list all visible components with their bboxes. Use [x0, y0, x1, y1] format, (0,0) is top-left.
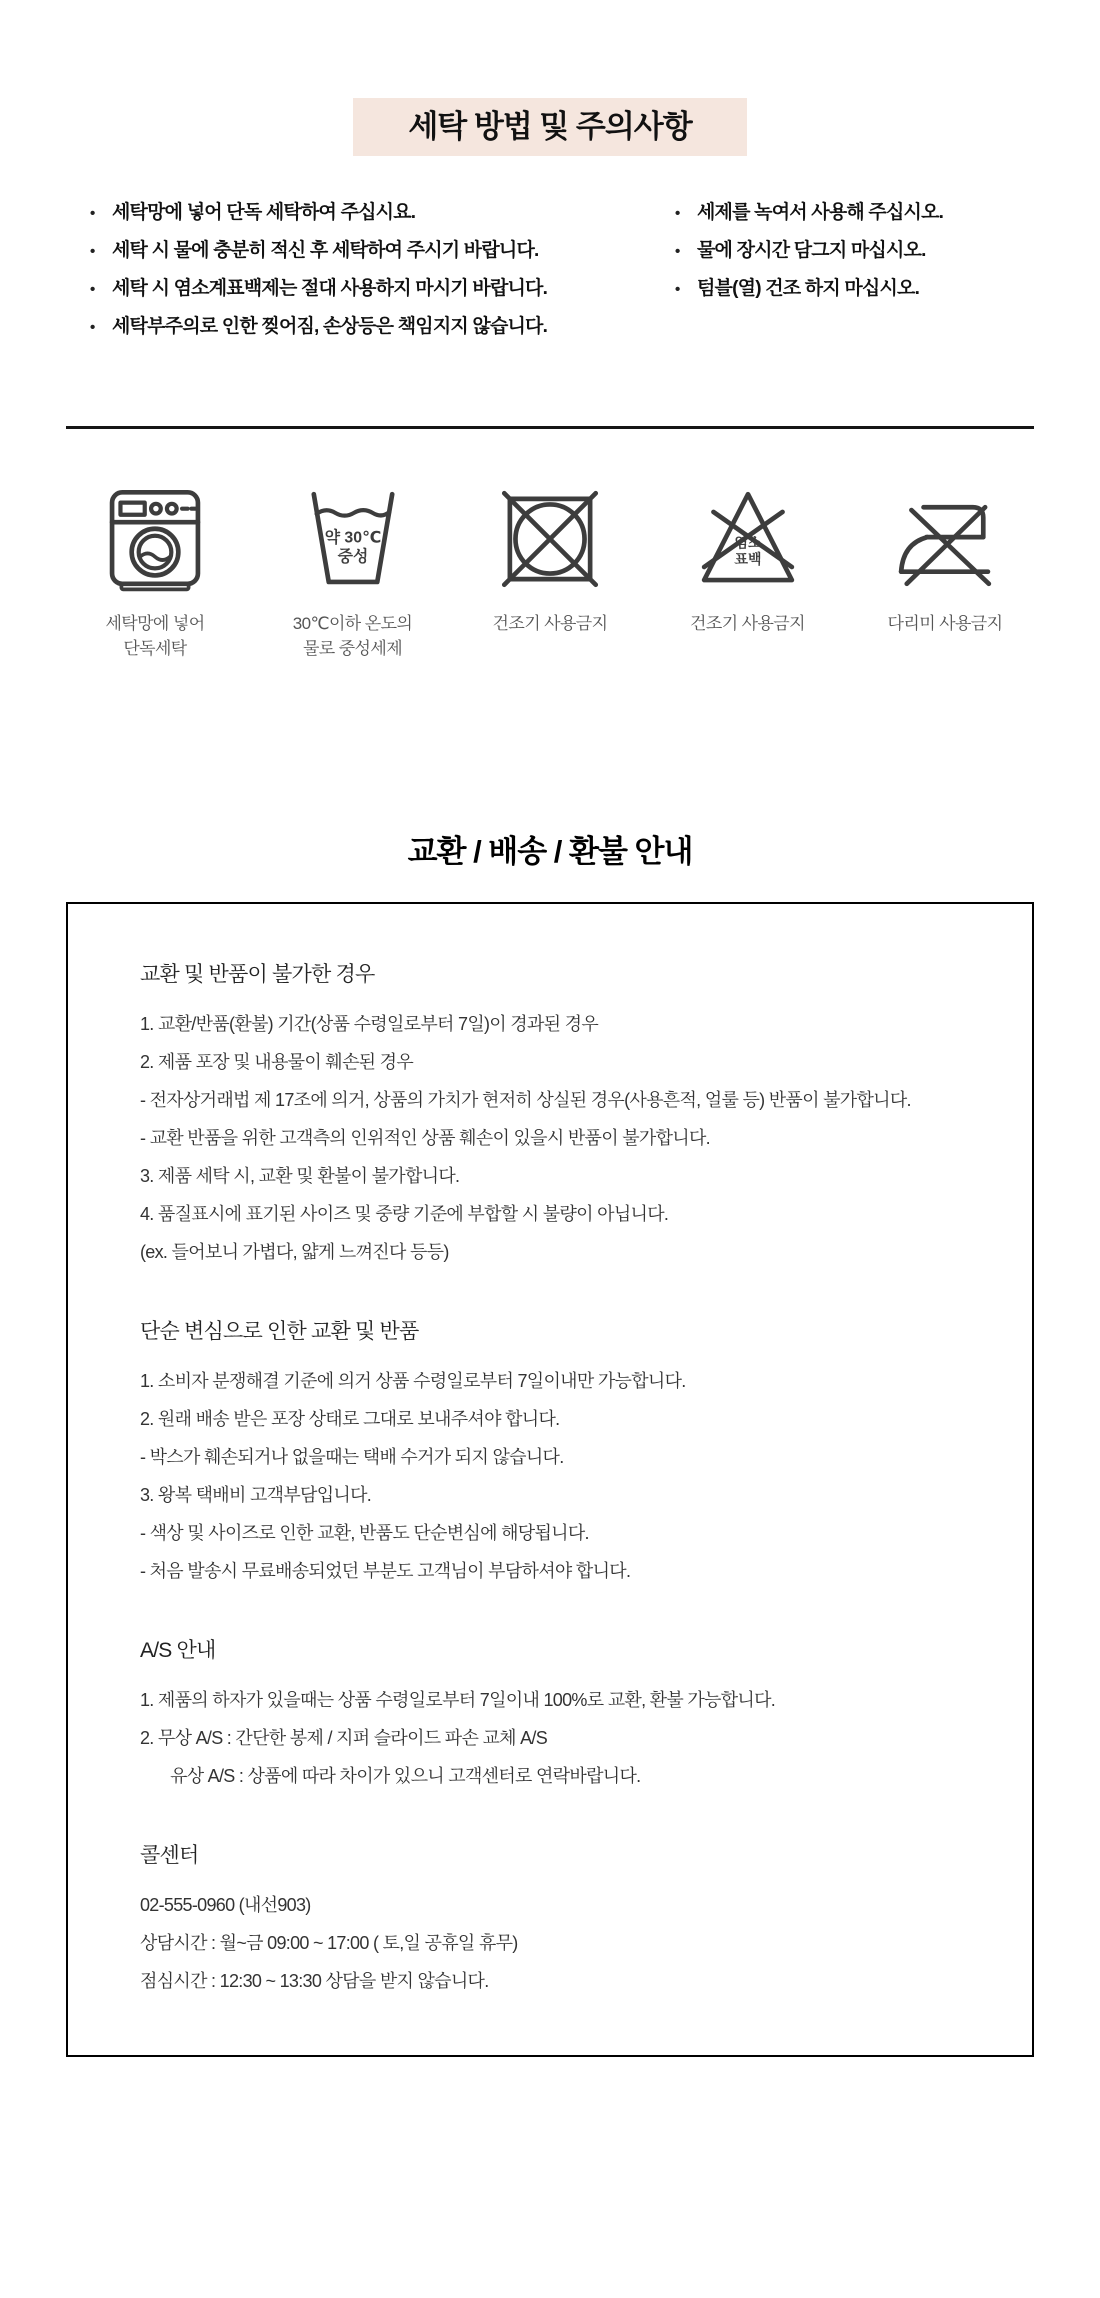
info-line: - 색상 및 사이즈로 인한 교환, 반품도 단순변심에 해당됩니다.: [140, 1523, 589, 1543]
call-center-phone: 02-555-0960 (내선903): [140, 1895, 311, 1915]
care-icon-item: [653, 483, 843, 661]
exchange-info-box: [66, 902, 1034, 2057]
care-icon-item: [455, 483, 645, 661]
info-line: - 박스가 훼손되거나 없을때는 택배 수거가 되지 않습니다.: [140, 1447, 564, 1467]
care-icons-row: [60, 483, 1040, 661]
info-line: (ex. 들어보니 가볍다, 얇게 느껴진다 등등): [140, 1242, 449, 1262]
info-line: 유상 A/S : 상품에 따라 차이가 있으니 고객센터로 연락바랍니다.: [170, 1766, 641, 1786]
washing-machine-icon: [99, 483, 211, 595]
wash-bullet-lists: [88, 202, 1060, 354]
call-center-section: [140, 1839, 972, 1992]
exchange-section-title: 교환 / 배송 / 환불 안내: [407, 834, 693, 869]
wash-bullet: • 세제를 녹여서 사용해 주십시오.: [673, 202, 1060, 223]
wash-bullet: • 물에 장시간 담그지 마십시오.: [673, 240, 1060, 261]
wash-care-section: [0, 98, 1100, 661]
info-line: - 교환 반품을 위한 고객측의 인위적인 상품 훼손이 있을시 반품이 불가합니다.: [140, 1128, 710, 1148]
exchange-refund-section: [0, 826, 1100, 2057]
info-line: 2. 원래 배송 받은 포장 상태로 그대로 보내주셔야 합니다.: [140, 1409, 560, 1429]
svg-text:중성: 중성: [337, 548, 368, 566]
wash-bullet: • 텀블(열) 건조 하지 마십시오.: [673, 278, 1060, 299]
no-chlorine-bleach-icon: [692, 483, 804, 595]
hand-wash-30-icon: [297, 483, 409, 595]
section-divider: [66, 426, 1034, 429]
svg-text:염소: 염소: [733, 534, 762, 551]
care-icon-label: 세탁망에 넣어 단독세탁: [105, 614, 205, 658]
call-center-lunch: 점심시간 : 12:30 ~ 13:30 상담을 받지 않습니다.: [140, 1971, 489, 1991]
no-tumble-dry-icon: [494, 483, 606, 595]
care-icon-item: [258, 483, 448, 661]
info-line: 3. 제품 세탁 시, 교환 및 환불이 불가합니다.: [140, 1166, 460, 1186]
wash-section-title: 세탁 방법 및 주의사항: [353, 98, 747, 156]
care-icon-label: 30℃이하 온도의 물로 중성세제: [292, 614, 413, 658]
svg-text:약 30℃: 약 30℃: [324, 529, 381, 547]
call-center-hours: 상담시간 : 월~금 09:00 ~ 17:00 ( 토,일 공휴일 휴무): [140, 1933, 518, 1953]
info-line: 1. 교환/반품(환불) 기간(상품 수령일로부터 7일)이 경과된 경우: [140, 1014, 599, 1034]
as-guide-section: [140, 1634, 972, 1787]
care-icon-item: [60, 483, 250, 661]
care-icon-label: 건조기 사용금지: [492, 614, 608, 633]
care-icon-label: 건조기 사용금지: [690, 614, 805, 633]
care-icon-item: [850, 483, 1040, 661]
no-exchange-cases-section: [140, 958, 972, 1263]
wash-bullet: • 세탁 시 물에 충분히 적신 후 세탁하여 주시기 바랍니다.: [88, 240, 673, 261]
section-heading: A/S 안내: [140, 1639, 216, 1662]
section-heading: 단순 변심으로 인한 교환 및 반품: [140, 1320, 419, 1343]
info-line: 4. 품질표시에 표기된 사이즈 및 중량 기준에 부합할 시 불량이 아닙니다.: [140, 1204, 669, 1224]
info-line: 1. 제품의 하자가 있을때는 상품 수령일로부터 7일이내 100%로 교환, 환불 가능합니다.: [140, 1690, 776, 1710]
care-icon-label: 다리미 사용금지: [887, 614, 1003, 633]
info-line: 3. 왕복 택배비 고객부담입니다.: [140, 1485, 372, 1505]
info-line: - 전자상거래법 제 17조에 의거, 상품의 가치가 현저히 상실된 경우(사용흔적, 얼룰 등) 반품이 불가합니다.: [140, 1090, 911, 1110]
info-line: - 처음 발송시 무료배송되었던 부분도 고객님이 부담하셔야 합니다.: [140, 1561, 631, 1581]
info-line: 2. 무상 A/S : 간단한 봉제 / 지퍼 슬라이드 파손 교체 A/S: [140, 1728, 548, 1748]
svg-text:표백: 표백: [733, 551, 762, 568]
info-line: 2. 제품 포장 및 내용물이 훼손된 경우: [140, 1052, 414, 1072]
wash-bullet: • 세탁부주의로 인한 찢어짐, 손상등은 책임지지 않습니다.: [88, 316, 673, 337]
change-of-mind-section: [140, 1315, 972, 1582]
wash-bullets-left: [88, 202, 673, 354]
wash-bullets-right: [673, 202, 1060, 354]
wash-bullet: • 세탁망에 넣어 단독 세탁하여 주십시요.: [88, 202, 673, 223]
wash-bullet: • 세탁 시 염소계표백제는 절대 사용하지 마시기 바랍니다.: [88, 278, 673, 299]
info-line: 1. 소비자 분쟁해결 기준에 의거 상품 수령일로부터 7일이내만 가능합니다.: [140, 1371, 686, 1391]
section-heading: 교환 및 반품이 불가한 경우: [140, 963, 375, 986]
section-heading: 콜센터: [140, 1844, 199, 1867]
no-iron-icon: [889, 483, 1001, 595]
